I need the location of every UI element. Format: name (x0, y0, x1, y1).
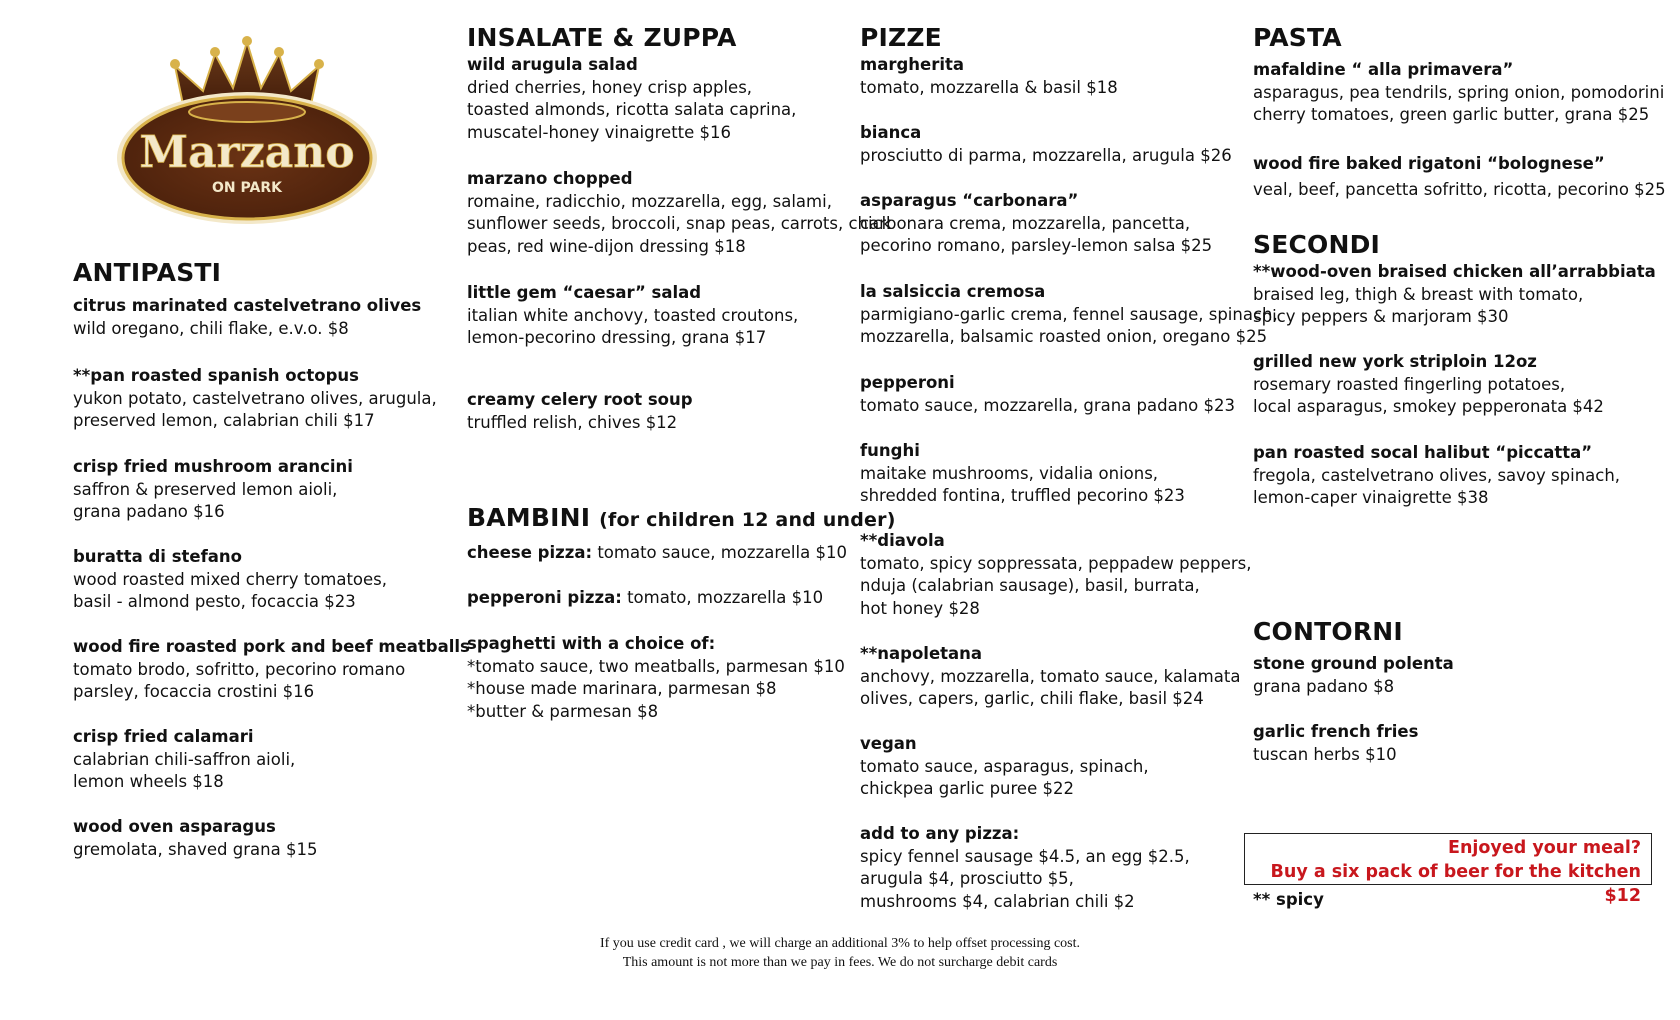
menu-item: pan roasted socal halibut “piccatta” fregola, castelvetrano olives, savoy spinach, lemon-caper vinaigrette $38 (1253, 443, 1621, 508)
menu-item: **pan roasted spanish octopus yukon potato, castelvetrano olives, arugula, preserved lemon, calabrian chili $17 (73, 366, 437, 431)
menu-item: buratta di stefano wood roasted mixed cherry tomatoes, basil - almond pesto, focaccia $23 (73, 547, 388, 612)
menu-item: wood fire roasted pork and beef meatballs tomato brodo, sofritto, pecorino romano parsley, focaccia crostini $16 (73, 637, 470, 702)
logo-tagline: ON PARK (212, 180, 282, 196)
menu-item: margherita tomato, mozzarella & basil $18 (860, 55, 1118, 97)
menu-item: crisp fried calamari calabrian chili-saffron aioli, lemon wheels $18 (73, 727, 296, 792)
menu-item: cheese pizza: tomato sauce, mozzarella $10 (467, 543, 847, 562)
antipasti-title: ANTIPASTI (73, 258, 222, 287)
menu-item: asparagus “carbonara” carbonara crema, mozzarella, pancetta, pecorino romano, parsley-lemon salsa $25 (860, 191, 1213, 256)
menu-item: crisp fried mushroom arancini saffron & preserved lemon aioli, grana padano $16 (73, 457, 353, 522)
credit-card-notice (0, 935, 1680, 972)
marzano-logo (115, 36, 380, 228)
menu-item: **wood-oven braised chicken all’arrabbiata braised leg, thigh & breast with tomato, spicy peppers & marjoram $30 (1253, 262, 1656, 327)
menu-item: wild arugula salad dried cherries, honey crisp apples, toasted almonds, ricotta salata caprina, muscatel-honey vinaigrette $16 (467, 55, 797, 143)
menu-item: **diavola tomato, spicy soppressata, peppadew peppers, nduja (calabrian sausage), basil, burrata, hot honey $28 (860, 531, 1252, 619)
menu-item: funghi maitake mushrooms, vidalia onions, shredded fontina, truffled pecorino $23 (860, 441, 1185, 506)
bambini-subtitle: (for children 12 and under) (599, 509, 896, 531)
menu-item: stone ground polenta grana padano $8 (1253, 654, 1454, 696)
promo-line-1: Enjoyed your meal? (1447, 838, 1641, 858)
footer-line-1: If you use credit card , we will charge an additional 3% to help offset processing cost. (599, 936, 1080, 951)
menu-item: la salsiccia cremosa parmigiano-garlic crema, fennel sausage, spinach, mozzarella, balsamic roasted onion, oregano $25 (860, 282, 1278, 347)
secondi-title: SECONDI (1253, 230, 1381, 259)
menu-item: citrus marinated castelvetrano olives wild oregano, chili flake, e.v.o. $8 (73, 296, 422, 338)
spicy-legend: ** spicy (1253, 890, 1324, 909)
promo-line-2: Buy a six pack of beer for the kitchen $12 (1270, 862, 1641, 906)
logo-wordmark: Marzano (139, 127, 355, 178)
menu-item: vegan tomato sauce, asparagus, spinach, chickpea garlic puree $22 (860, 734, 1149, 799)
menu-item: little gem “caesar” salad italian white anchovy, toasted croutons, lemon-pecorino dressing, grana $17 (467, 283, 799, 348)
menu-item: bianca prosciutto di parma, mozzarella, arugula $26 (860, 123, 1232, 165)
menu-item: **napoletana anchovy, mozzarella, tomato sauce, kalamata olives, capers, garlic, chili flake, basil $24 (860, 644, 1241, 709)
menu-item: mafaldine “ alla primavera” asparagus, pea tendrils, spring onion, pomodorini cherry tomatoes, green garlic butter, grana $25 (1253, 60, 1665, 125)
menu-item: creamy celery root soup truffled relish, chives $12 (467, 390, 693, 432)
menu-item: spaghetti with a choice of: *tomato sauce, two meatballs, parmesan $10 *house made marinara, parmesan $8 *butter & parmesan $8 (467, 634, 845, 722)
contorni-title: CONTORNI (1253, 617, 1403, 646)
menu-item: add to any pizza: spicy fennel sausage $4.5, an egg $2.5, arugula $4, prosciutto $5, mushrooms $4, calabrian chili $2 (860, 824, 1190, 912)
insalate-title: INSALATE & ZUPPA (467, 23, 737, 52)
menu-item: pepperoni pizza: tomato, mozzarella $10 (467, 588, 824, 607)
pizze-title: PIZZE (860, 23, 942, 52)
menu-item: pepperoni tomato sauce, mozzarella, grana padano $23 (860, 373, 1236, 415)
menu-item: marzano chopped romaine, radicchio, mozzarella, egg, salami, sunflower seeds, broccoli, snap peas, carrots, chick peas, red wine-dijon dressing $18 (467, 169, 892, 257)
menu-item: wood oven asparagus gremolata, shaved grana $15 (73, 817, 318, 859)
pasta-title: PASTA (1253, 23, 1342, 52)
bambini-title: BAMBINI (for children 12 and under) (467, 503, 896, 532)
footer-line-2: This amount is not more than we pay in fees. We do not surcharge debit cards (622, 954, 1058, 970)
menu-item: wood fire baked rigatoni “bolognese” veal, beef, pancetta sofritto, ricotta, pecorino $25 (1253, 154, 1666, 199)
menu-item: garlic french fries tuscan herbs $10 (1253, 722, 1419, 764)
menu-item: grilled new york striploin 12oz rosemary roasted fingerling potatoes, local asparagus, smokey pepperonata $42 (1253, 352, 1604, 417)
